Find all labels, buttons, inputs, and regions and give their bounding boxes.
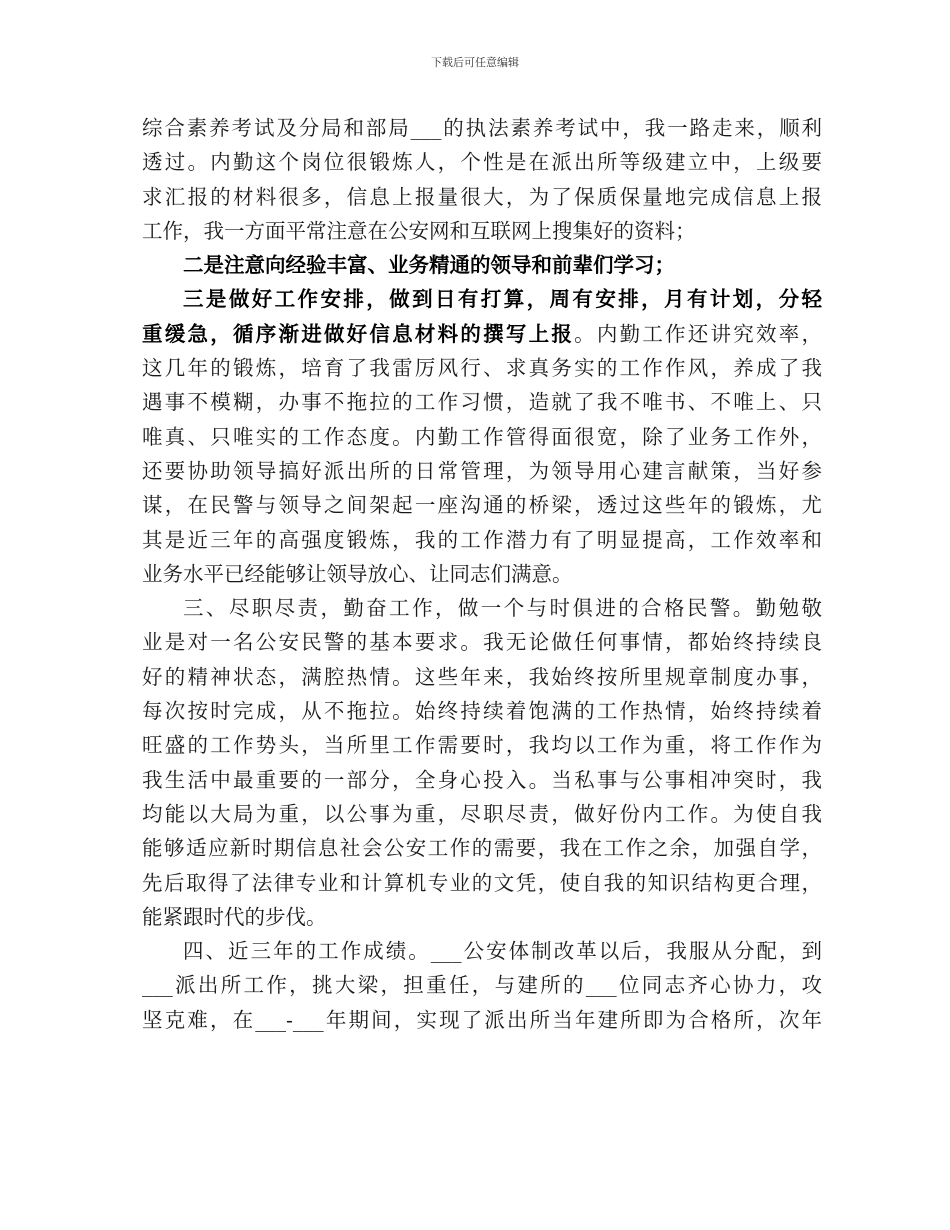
text-segment: 均能以大局为重，以公事为重，尽职尽责，做好份内工作。为使自我 [142,801,822,826]
text-line [142,214,822,248]
text-line [142,728,822,762]
text-line [142,111,822,145]
text-line [142,145,822,179]
text-segment: 遇事不模糊，办事不拖拉的工作习惯，造就了我不唯书、不唯上、只 [142,390,822,415]
text-segment: 每次按时完成，从不拖拉。始终持续着饱满的工作热情，始终持续着 [142,699,822,724]
paragraph [142,591,822,934]
text-line [142,900,822,934]
text-line [142,248,822,282]
paragraph [142,934,822,1037]
text-segment: 。内勤工作还讲究效率， [574,321,822,346]
text-line [142,866,822,900]
text-line [142,385,822,419]
paragraph [142,282,822,591]
text-segment: 能紧跟时代的步伐。 [142,904,327,929]
text-line [142,317,822,351]
text-line [142,351,822,385]
bold-text-segment: 重缓急，循序渐进做好信息材料的撰写上报 [142,321,575,346]
paragraph [142,248,822,282]
text-segment: 这几年的锻炼，培育了我雷厉风行、求真务实的工作作风，养成了我 [142,356,822,381]
text-line [142,1003,822,1037]
text-segment: 透过。内勤这个岗位很锻炼人，个性是在派出所等级建立中，上级要 [142,150,822,175]
text-line [142,694,822,728]
text-line [142,282,822,316]
text-segment: 唯真、只唯实的工作态度。内勤工作管得面很宽，除了业务工作外， [142,424,822,449]
text-line [142,968,822,1002]
text-segment: 综合素养考试及分局和部局___的执法素养考试中，我一路走来，顺利 [142,116,822,140]
text-line [142,420,822,454]
text-line [142,763,822,797]
page-header: 下载后可任意编辑 [431,56,519,69]
text-line [142,180,822,214]
text-segment: 坚克难，在___-___年期间，实现了派出所当年建所即为合格所，次年 [142,1007,822,1032]
text-segment: 业务水平已经能够让领导放心、让同志们满意。 [142,561,573,586]
text-line [142,591,822,625]
text-segment: 谋，在民警与领导之间架起一座沟通的桥梁，透过这些年的锻炼，尤 [142,493,822,518]
text-line [142,660,822,694]
document-body [142,111,822,1037]
text-segment: ___派出所工作，挑大梁，担重任，与建所的___位同志齐心协力，攻 [142,973,822,998]
text-segment: 其是近三年的高强度锻炼，我的工作潜力有了明显提高，工作效率和 [142,527,822,552]
text-segment: 旺盛的工作势头，当所里工作需要时，我均以工作为重，将工作作为 [142,733,822,758]
text-line [142,523,822,557]
bold-text-segment: 二是注意向经验丰富、业务精通的领导和前辈们学习； [183,253,675,278]
text-segment: 我生活中最重要的一部分，全身心投入。当私事与公事相冲突时，我 [142,767,822,792]
text-line [142,797,822,831]
text-line [142,557,822,591]
text-segment: 求汇报的材料很多，信息上报量很大，为了保质保量地完成信息上报 [142,184,822,209]
text-segment: 工作，我一方面平常注意在公安网和互联网上搜集好的资料； [142,218,696,243]
text-line [142,831,822,865]
text-segment: 三、尽职尽责，勤奋工作，做一个与时俱进的合格民警。勤勉敬 [183,596,822,621]
text-segment: 先后取得了法律专业和计算机专业的文凭，使自我的知识结构更合理， [142,870,822,895]
text-segment: 能够适应新时期信息社会公安工作的需要，我在工作之余，加强自学， [142,836,822,861]
text-line [142,488,822,522]
text-line [142,934,822,968]
paragraph [142,111,822,248]
text-segment: 四、近三年的工作成绩。___公安体制改革以后，我服从分配，到 [183,939,822,964]
text-segment: 业是对一名公安民警的基本要求。我无论做任何事情，都始终持续良 [142,630,822,655]
text-line [142,625,822,659]
text-segment: 还要协助领导搞好派出所的日常管理，为领导用心建言献策，当好参 [142,458,822,483]
bold-text-segment: 三是做好工作安排，做到日有打算，周有安排，月有计划，分轻 [183,287,822,312]
text-line [142,454,822,488]
text-segment: 好的精神状态，满腔热情。这些年来，我始终按所里规章制度办事， [142,664,822,689]
